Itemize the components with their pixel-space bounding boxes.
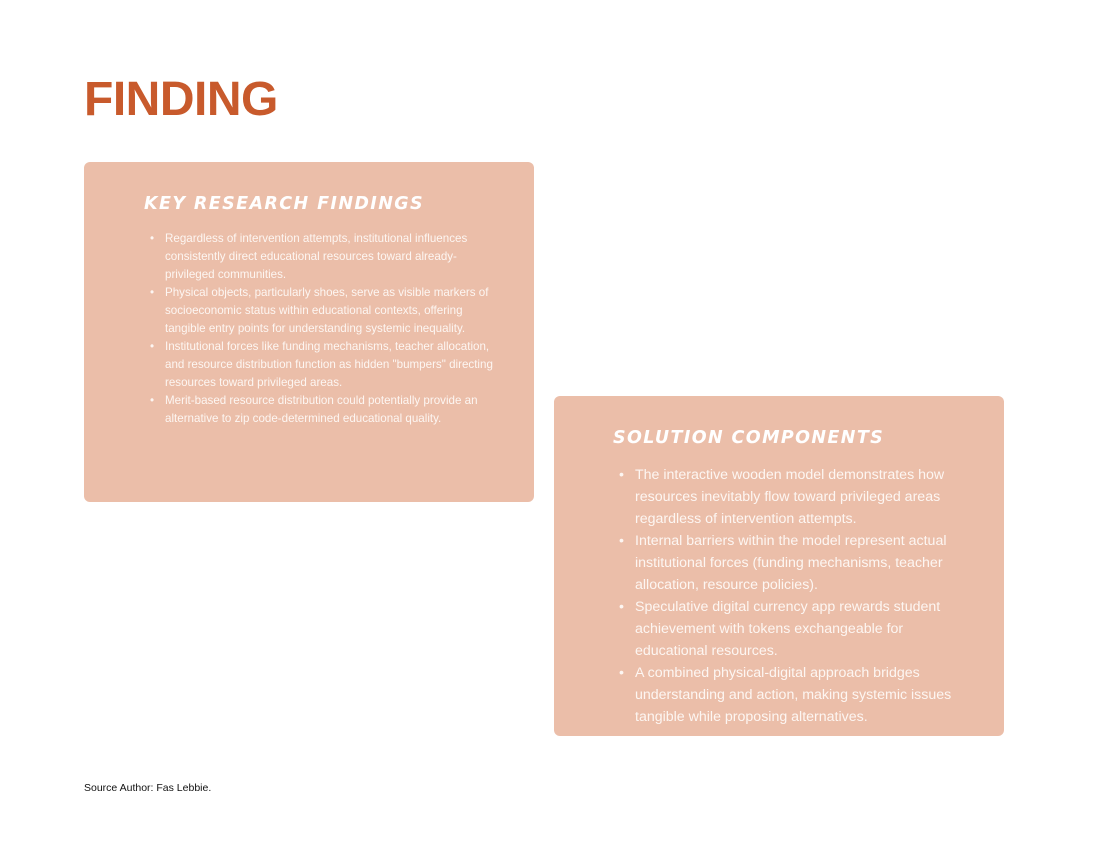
findings-item: • Physical objects, particularly shoes, serve as visible markers of socioeconomic status within educational contexts, offering tangible entry points for understanding systemic inequality. — [144, 284, 500, 338]
solutions-item: • The interactive wooden model demonstrates how resources inevitably flow toward privileged areas regardless of intervention attempts. — [613, 464, 974, 530]
source-note: Source Author: Fas Lebbie. — [84, 782, 212, 794]
solutions-item: • A combined physical-digital approach bridges understanding and action, making systemic issues tangible while proposing alternatives. — [613, 662, 974, 728]
findings-item: • Regardless of intervention attempts, institutional influences consistently direct educational resources toward already-privileged communities. — [144, 230, 500, 284]
solution-components-card — [554, 396, 1004, 736]
solutions-item: • Speculative digital currency app rewards student achievement with tokens exchangeable for educational resources. — [613, 596, 974, 662]
solutions-item: • Internal barriers within the model represent actual institutional forces (funding mechanisms, teacher allocation, resource policies). — [613, 530, 974, 596]
findings-item: • Institutional forces like funding mechanisms, teacher allocation, and resource distribution function as hidden "bumpers" directing resources toward privileged areas. — [144, 338, 500, 392]
page-title: FINDING — [84, 73, 278, 126]
findings-list — [144, 230, 500, 428]
solutions-heading: SOLUTION COMPONENTS — [613, 428, 885, 448]
findings-item: • Merit-based resource distribution could potentially provide an alternative to zip code-determined educational quality. — [144, 392, 500, 428]
key-research-findings-card — [84, 162, 534, 502]
findings-heading: KEY RESEARCH FINDINGS — [144, 194, 425, 214]
solutions-list — [613, 464, 974, 728]
